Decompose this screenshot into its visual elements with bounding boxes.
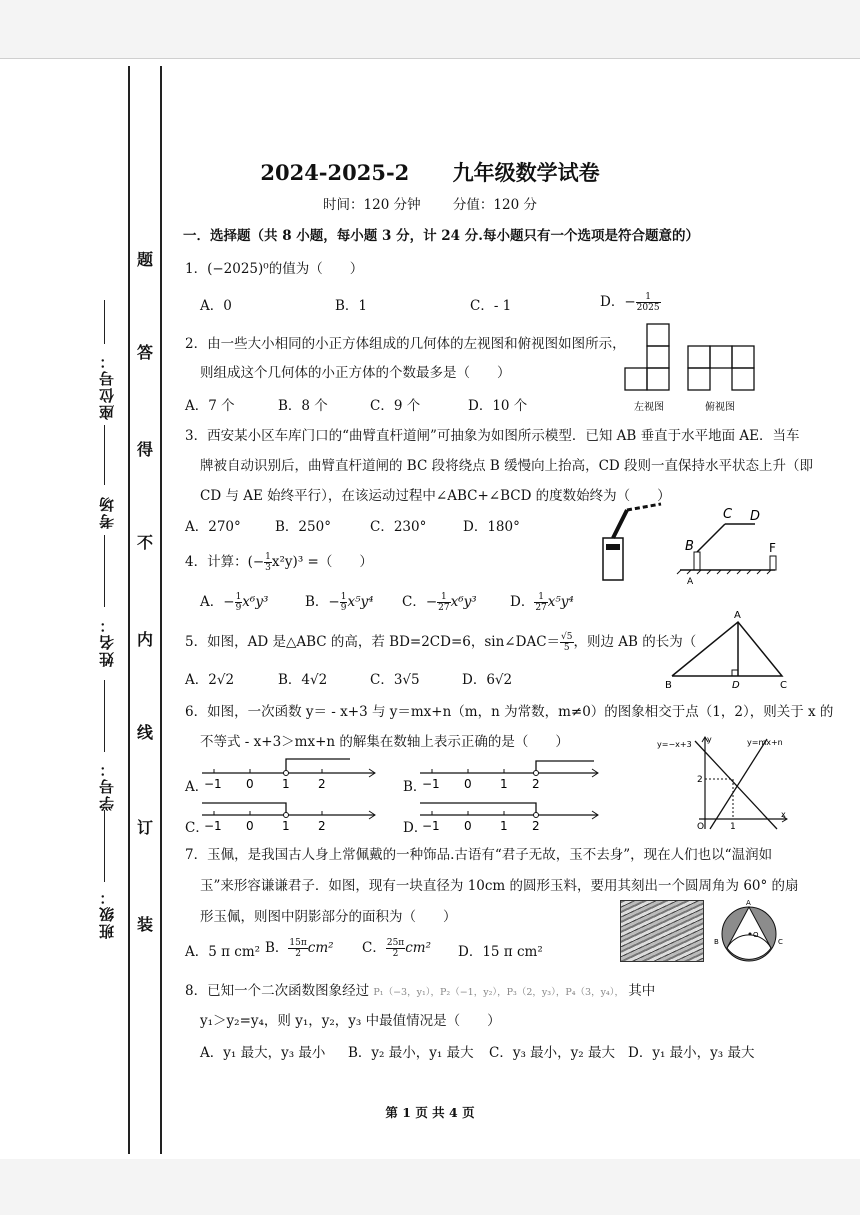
seat-label: 座位号： <box>98 352 116 420</box>
school-year: 2024-2025-2 <box>260 160 410 185</box>
q3-line3: CD 与 AE 始终平行），在该运动过程中∠ABC+∠BCD 的度数始终为（ ） <box>200 488 671 504</box>
q2-option-c: C．9 个 <box>370 398 421 414</box>
q6-numberline-a <box>200 755 380 791</box>
student-id-underline <box>104 680 105 752</box>
left-view-caption: 左视图 <box>634 402 664 413</box>
q5-triangle-figure <box>660 610 800 691</box>
q2-line1: 2．由一些大小相同的小正方体组成的几何体的左视图和俯视图如图所示， <box>185 336 626 352</box>
q4-frac-num: 1 <box>265 552 271 562</box>
q5-option-b: B．4√2 <box>278 672 328 688</box>
q2-option-a: A．7 个 <box>185 398 235 414</box>
q6-numberline-b <box>418 755 603 791</box>
q5-stem <box>185 630 696 653</box>
q4-b-prefix: B．− <box>305 594 340 610</box>
tick-label: 2 <box>318 777 326 791</box>
q4-c-suffix: x⁶y³ <box>450 594 477 610</box>
q4-d-den: 27 <box>535 603 547 613</box>
tick-label: −1 <box>422 819 440 833</box>
label-b: B <box>714 938 719 946</box>
seal-char: 不 <box>136 533 153 552</box>
tick-label: 0 <box>246 819 254 833</box>
label-c: C <box>780 680 787 691</box>
jade-pendant-photo <box>620 900 704 962</box>
tick-label: −1 <box>422 777 440 791</box>
q5-option-a: A．2√2 <box>185 672 235 688</box>
q2-option-d: D．10 个 <box>468 398 528 414</box>
q3-option-a: A．270° <box>185 519 241 535</box>
q5-frac-num: √5 <box>561 632 573 642</box>
label-b: B <box>665 680 672 691</box>
q6-line2: 不等式 - x+3＞mx+n 的解集在数轴上表示正确的是（ ） <box>200 734 569 750</box>
seal-char: 内 <box>136 630 153 649</box>
q4-stem <box>185 550 373 573</box>
seat-underline <box>104 300 105 344</box>
q4-prefix: 4．计算：(− <box>185 554 265 570</box>
q7-line3: 形玉佩，则图中阴影部分的面积为（ ） <box>200 909 457 925</box>
tick-label: 2 <box>532 777 540 791</box>
label-c: C <box>778 938 783 946</box>
exam-room-underline <box>104 425 105 485</box>
q4-d-num: 1 <box>534 592 547 603</box>
tick-label: 1 <box>500 819 508 833</box>
label-o: O <box>753 931 759 939</box>
q7-b-num: 15π <box>289 938 307 948</box>
label-d: D <box>750 509 761 524</box>
label-c: C <box>723 507 733 522</box>
origin-label: O <box>697 822 705 832</box>
q4-d-prefix: D． <box>510 594 535 610</box>
class-label: 班级： <box>98 888 116 939</box>
q8-prefix: 8．已知一个二次函数图象经过 <box>185 983 370 999</box>
name-underline <box>104 535 105 607</box>
q6-line1: 6．如图，一次函数 y＝ - x+3 与 y＝mx+n（m，n 为常数，m≠0）的图象相交于点（1，2），则关于 x 的 <box>185 704 834 720</box>
q8-line1 <box>185 979 655 999</box>
tick-label: 1 <box>282 777 290 791</box>
q4-a-num: 1 <box>235 592 242 602</box>
q7-b-den: 2 <box>295 949 301 959</box>
label-a: A <box>734 610 741 621</box>
q6-option-d: D． <box>403 820 428 836</box>
y-axis-label: y <box>707 735 712 744</box>
q6-function-graph <box>655 733 790 833</box>
q7-option-c <box>362 936 431 959</box>
q7-line1: 7．玉佩，是我国古人身上常佩戴的一种饰品.古语有“君子无故，玉不去身”，现在人们也以“温润如 <box>185 847 773 863</box>
section-heading: 一．选择题（共 8 小题，每小题 3 分，计 24 分.每小题只有一个选项是符合题意的） <box>183 228 699 244</box>
q4-option-a <box>200 590 268 613</box>
seal-char: 得 <box>136 440 153 459</box>
q4-c-prefix: C．− <box>402 594 438 610</box>
exam-name: 九年级数学试卷 <box>452 160 600 185</box>
top-view-caption: 俯视图 <box>705 402 735 413</box>
tick-label: −1 <box>204 819 222 833</box>
y-tick-2: 2 <box>697 775 703 785</box>
q4-suffix: x²y)³ =（ ） <box>271 554 373 570</box>
label-f: F <box>769 541 776 555</box>
q1-d-num: 1 <box>636 292 661 303</box>
tick-label: 2 <box>318 819 326 833</box>
binding-line-outer <box>128 66 130 1154</box>
label-a: A <box>687 577 694 587</box>
q1-option-d <box>600 290 661 313</box>
q1-option-a: A．0 <box>200 298 232 314</box>
q5-option-c: C．3√5 <box>370 672 420 688</box>
q4-option-c <box>402 590 477 613</box>
exam-time: 时间：120 分钟 <box>323 197 421 213</box>
tick-label: 0 <box>464 777 472 791</box>
q4-a-prefix: A．− <box>200 594 235 610</box>
q1-option-c: C．- 1 <box>470 298 512 314</box>
q3-option-b: B．250° <box>275 519 331 535</box>
q4-c-num: 1 <box>437 592 450 603</box>
line2-label: y=mx+n <box>747 738 783 747</box>
q3-line1: 3．西安某小区车库门口的“曲臂直杆道闸”可抽象为如图所示模型．已知 AB 垂直于水平地面 AE．当车 <box>185 428 800 444</box>
q3-option-c: C．230° <box>370 519 427 535</box>
q2-line2: 则组成这个几何体的小正方体的个数最多是（ ） <box>200 365 511 381</box>
binding-line-inner <box>160 66 162 1154</box>
q4-frac-den: 3 <box>265 563 271 573</box>
q1-d-den: 2025 <box>636 303 660 313</box>
exam-score: 分值：120 分 <box>452 197 537 213</box>
exam-title <box>0 157 860 187</box>
q8-option-d: D．y₁ 最小，y₃ 最大 <box>628 1045 755 1061</box>
q7-c-num: 25π <box>386 938 405 948</box>
q4-b-num: 1 <box>340 592 347 602</box>
class-underline <box>104 810 105 882</box>
q7-c-den: 2 <box>392 949 399 959</box>
q6-option-c: C． <box>185 820 209 836</box>
q4-option-d <box>510 590 574 613</box>
q1-d-prefix: D．− <box>600 294 636 310</box>
label-d: D <box>732 680 740 691</box>
q5-prefix: 5．如图，AD 是△ABC 的高，若 BD=2CD=6，sin∠DAC＝ <box>185 634 561 650</box>
q6-numberline-c <box>200 797 380 833</box>
label-b: B <box>685 539 694 554</box>
q4-a-den: 9 <box>235 603 242 613</box>
q8-option-a: A．y₁ 最大，y₃ 最小 <box>200 1045 326 1061</box>
tick-label: 2 <box>532 819 540 833</box>
q6-option-b: B． <box>403 779 427 795</box>
x-tick-1: 1 <box>730 822 736 832</box>
q5-suffix: ，则边 AB 的长为（ <box>573 634 697 650</box>
q7-b-suffix: cm² <box>307 940 334 956</box>
q7-b-prefix: B． <box>265 940 289 956</box>
tick-label: 0 <box>464 819 472 833</box>
q5-option-d: D．6√2 <box>462 672 513 688</box>
q6-option-a: A． <box>185 779 209 795</box>
seal-char: 线 <box>136 723 153 742</box>
q7-c-prefix: C． <box>362 940 386 956</box>
q8-option-c: C．y₃ 最小，y₂ 最大 <box>489 1045 615 1061</box>
q7-c-suffix: cm² <box>405 940 431 956</box>
q4-b-suffix: x⁵y⁴ <box>347 594 374 610</box>
q7-option-a: A．5 π cm² <box>185 944 261 960</box>
q1-option-b: B．1 <box>335 298 368 314</box>
q7-sector-figure <box>712 898 786 966</box>
q7-option-b <box>265 936 334 959</box>
q5-frac-den: 5 <box>563 643 570 653</box>
tick-label: 1 <box>282 819 290 833</box>
seal-char: 答 <box>136 343 153 362</box>
q7-option-d: D．15 π cm² <box>458 944 543 960</box>
q6-numberline-d <box>418 797 603 833</box>
q4-d-suffix: x⁵y⁴ <box>547 594 574 610</box>
q2-option-b: B．8 个 <box>278 398 328 414</box>
tick-label: 1 <box>500 777 508 791</box>
q7-line2: 玉”来形容谦谦君子．如图，现有一块直径为 10cm 的圆形玉料，要用其刻出一个圆周角为 60° 的扇 <box>200 878 799 894</box>
q4-option-b <box>305 590 374 613</box>
q8-line2: y₁＞y₂=y₄，则 y₁，y₂，y₃ 中最值情况是（ ） <box>200 1013 501 1029</box>
exam-room-label: 考场 <box>98 495 116 529</box>
q4-c-den: 27 <box>438 603 450 613</box>
q4-b-den: 9 <box>340 603 347 613</box>
q1-stem: 1．(−2025)⁰的值为（ ） <box>185 261 364 277</box>
q3-barrier-figure <box>595 500 795 590</box>
tick-label: 0 <box>246 777 254 791</box>
label-a: A <box>746 899 751 907</box>
line1-label: y=−x+3 <box>657 740 692 749</box>
q8-option-b: B．y₂ 最小，y₁ 最大 <box>348 1045 474 1061</box>
exam-info <box>0 193 860 213</box>
q8-points: P₁（−3，y₁），P₂（−1，y₂），P₃（2，y₃），P₄（3，y₄）， <box>373 987 624 998</box>
name-label: 姓名： <box>98 616 116 667</box>
q3-line2: 牌被自动识别后，曲臂直杆道闸的 BC 段将绕点 B 缓慢向上抬高，CD 段则一直保持水平状态上升（即 <box>200 458 814 474</box>
q3-option-d: D．180° <box>463 519 520 535</box>
student-id-label: 学号： <box>98 760 116 811</box>
q8-suffix: 其中 <box>628 983 656 999</box>
tick-label: −1 <box>204 777 222 791</box>
q2-views-figure <box>620 322 770 417</box>
x-axis-label: x <box>781 810 786 819</box>
seal-char: 题 <box>136 250 153 269</box>
q4-a-suffix: x⁶y³ <box>242 594 269 610</box>
seal-char: 装 <box>136 915 153 934</box>
seal-char: 订 <box>136 818 153 837</box>
page-number: 第 1 页 共 4 页 <box>385 1105 475 1120</box>
